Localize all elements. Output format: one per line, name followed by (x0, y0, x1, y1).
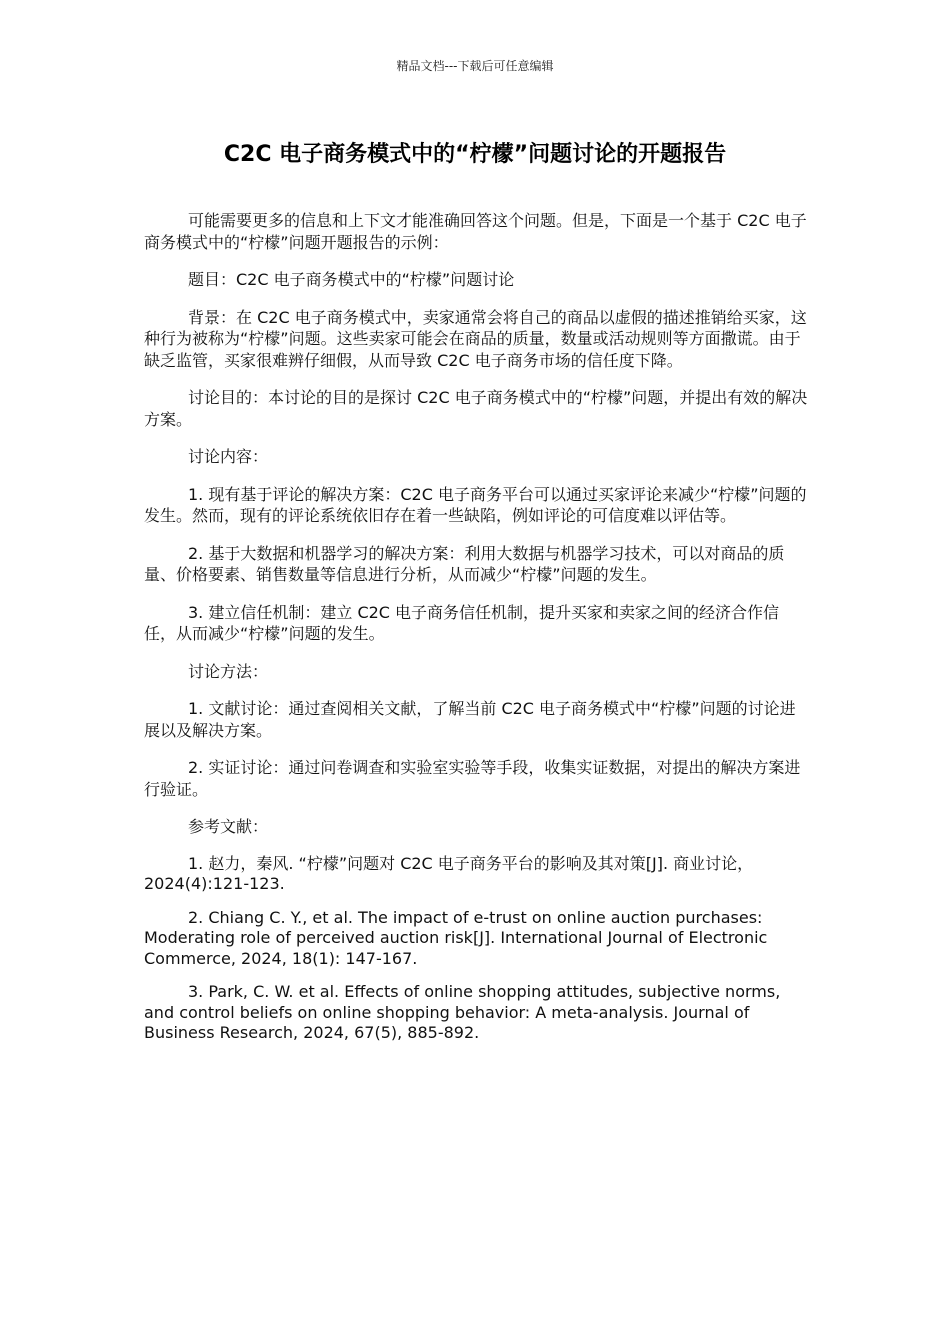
header-note: 精品文档---下载后可任意编辑 (396, 59, 554, 73)
page-title: C2C 电子商务模式中的“柠檬”问题讨论的开题报告 (223, 142, 727, 167)
purpose-paragraph: 讨论目的：本讨论的目的是探讨 C2C 电子商务模式中的“柠檬”问题，并提出有效的解决方案。 (144, 388, 808, 429)
reference-item-1: 1. 赵力，秦风. “柠檬”问题对 C2C 电子商务平台的影响及其对策[J]. 商业讨论，2024(4):121-123. (144, 853, 754, 893)
reference-item-3: 3. Park, C. W. et al. Effects of online shopping attitudes, subjective norms, and control beliefs on online shopping behavior: A meta-analysis. Journal of Business Research, 2024, 67(5), 885-892. (144, 982, 781, 1042)
method-item-1: 1. 文献讨论：通过查阅相关文献，了解当前 C2C 电子商务模式中“柠檬”问题的讨论进展以及解决方案。 (144, 699, 796, 740)
reference-item-2: 2. Chiang C. Y., et al. The impact of e-trust on online auction purchases: Moderating role of perceived auction risk[J]. International Journal of Electronic Commerce, 2024, 18(1): 147-167. (144, 907, 768, 968)
background-paragraph: 背景：在 C2C 电子商务模式中，卖家通常会将自己的商品以虚假的描述推销给买家，这种行为被称为“柠檬”问题。这些卖家可能会在商品的质量，数量或活动规则等方面撒谎。由于缺乏监管，买家很难辨仔细假，从而导致 C2C 电子商务市场的信任度下降。 (144, 307, 807, 370)
method-item-2: 2. 实证讨论：通过问卷调查和实验室实验等手段，收集实证数据，对提出的解决方案进行验证。 (144, 758, 801, 799)
content-item-2: 2. 基于大数据和机器学习的解决方案：利用大数据与机器学习技术，可以对商品的质量、价格要素、销售数量等信息进行分析，从而减少“柠檬”问题的发生。 (144, 543, 785, 584)
document-body (144, 210, 809, 1057)
intro-paragraph: 可能需要更多的信息和上下文才能准确回答这个问题。但是，下面是一个基于 C2C 电子商务模式中的“柠檬”问题开题报告的示例： (144, 211, 807, 252)
method-heading: 讨论方法： (188, 661, 269, 681)
references-heading: 参考文献： (188, 817, 269, 836)
topic-paragraph: 题目：C2C 电子商务模式中的“柠檬”问题讨论 (188, 270, 515, 289)
content-item-1: 1. 现有基于评论的解决方案：C2C 电子商务平台可以通过买家评论来减少“柠檬”问题的发生。然而，现有的评论系统依旧存在着一些缺陷，例如评论的可信度难以评估等。 (144, 484, 807, 525)
content-item-3: 3. 建立信任机制：建立 C2C 电子商务信任机制，提升买家和卖家之间的经济合作信任，从而减少“柠檬”问题的发生。 (144, 602, 780, 643)
content-heading: 讨论内容： (188, 447, 269, 466)
